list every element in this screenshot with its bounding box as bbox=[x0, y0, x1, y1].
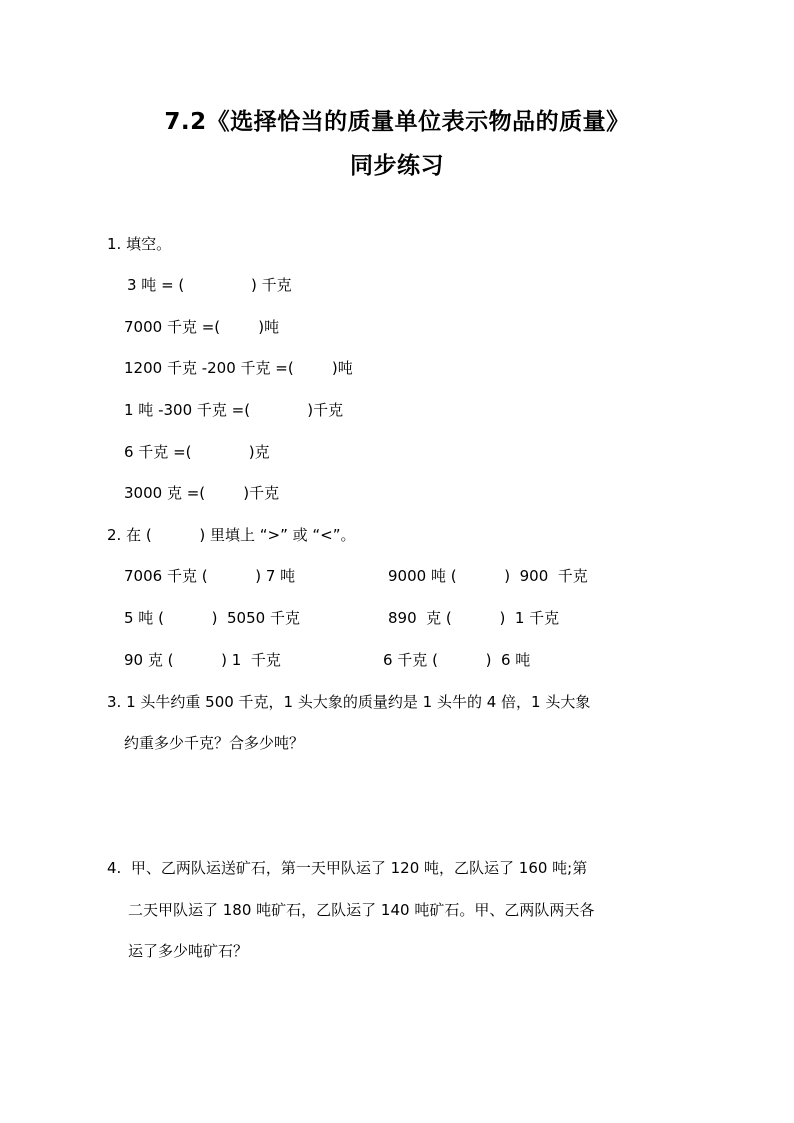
question-2-left-item: 7006 千克 ( ) 7 吨 bbox=[124, 567, 296, 585]
question-3-text-line: 约重多少千克？合多少吨？ bbox=[124, 734, 305, 752]
question-2-right-item: 890 克 ( ) 1 千克 bbox=[388, 609, 560, 627]
question-1-item: 7000 千克 =( )吨 bbox=[124, 318, 280, 336]
page-subtitle: 同步练习 bbox=[350, 153, 444, 179]
question-4-text-line: 二天甲队运了 180 吨矿石，乙队运了 140 吨矿石。甲、乙两队两天各 bbox=[128, 901, 595, 919]
question-2-left-item: 90 克 ( ) 1 千克 bbox=[124, 651, 281, 669]
question-4-text-line: 4. 甲、乙两队运送矿石，第一天甲队运了 120 吨，乙队运了 160 吨;第 bbox=[107, 859, 588, 877]
question-3-text-line: 3. 1 头牛约重 500 千克，1 头大象的质量约是 1 头牛的 4 倍，1 头大象 bbox=[107, 693, 591, 711]
question-4-text-line: 运了多少吨矿石？ bbox=[128, 942, 249, 960]
question-2-right-item: 6 千克 ( ) 6 吨 bbox=[383, 651, 531, 669]
question-2-left-item: 5 吨 ( ) 5050 千克 bbox=[124, 609, 300, 627]
question-1-item: 3000 克 =( )千克 bbox=[124, 484, 280, 502]
question-1-heading: 1. 填空。 bbox=[107, 235, 172, 253]
question-1-item: 6 千克 =( )克 bbox=[124, 443, 270, 461]
question-2-right-item: 9000 吨 ( ) 900 千克 bbox=[388, 567, 588, 585]
question-1-item: 3 吨 = ( ) 千克 bbox=[127, 276, 292, 294]
page-title: 7.2《选择恰当的质量单位表示物品的质量》 bbox=[164, 109, 630, 135]
question-1-item: 1200 千克 -200 千克 =( )吨 bbox=[124, 359, 353, 377]
question-1-item: 1 吨 -300 千克 =( )千克 bbox=[124, 401, 344, 419]
question-2-heading: 2. 在 ( ) 里填上 “>” 或 “<”。 bbox=[107, 526, 356, 544]
